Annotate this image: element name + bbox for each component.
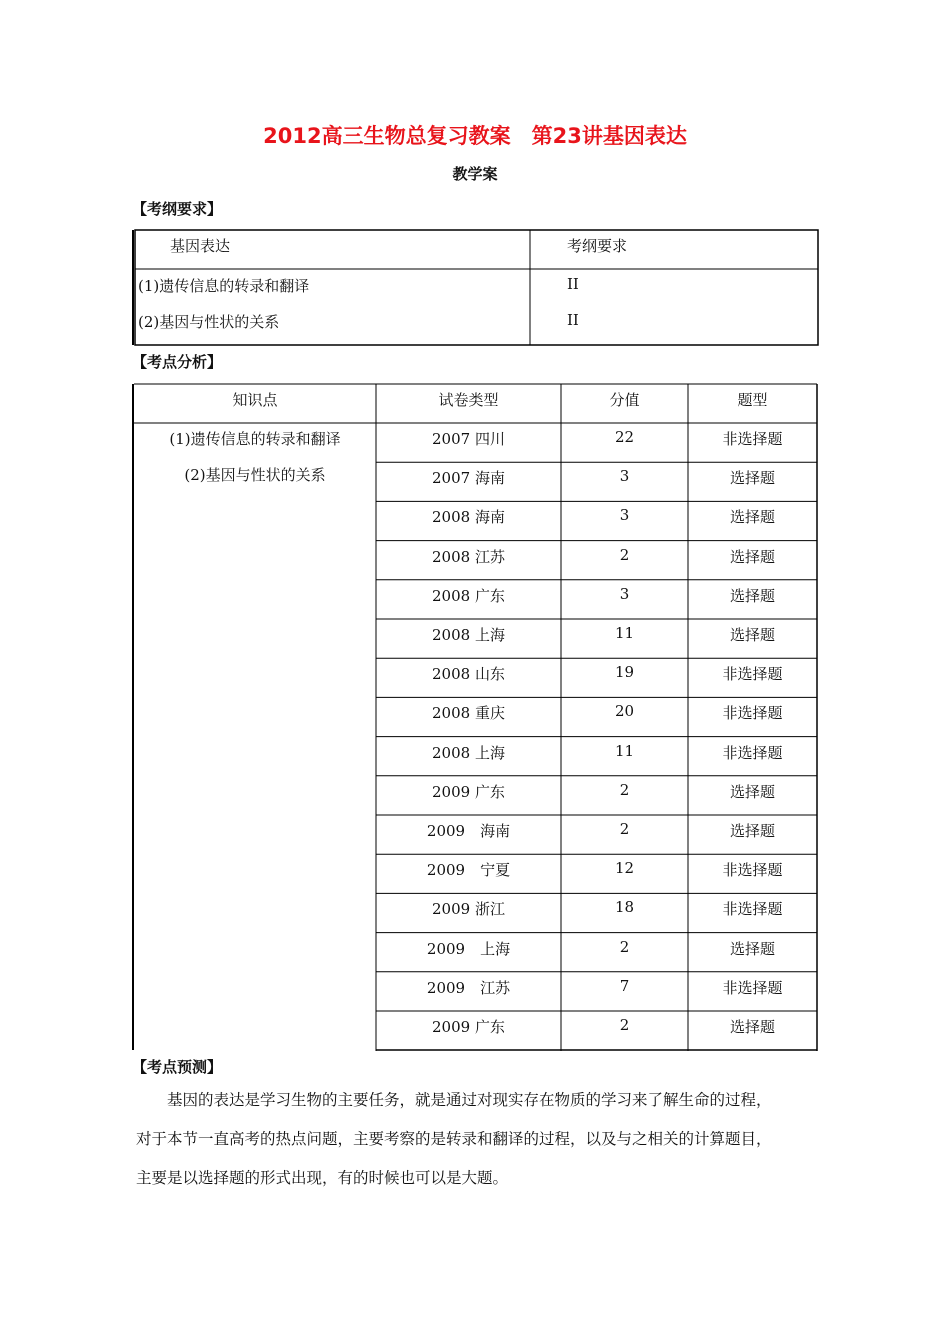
score-cell: 11 xyxy=(614,741,635,760)
question-type-cell: 选择题 xyxy=(729,939,775,958)
question-type-cell: 选择题 xyxy=(729,1018,775,1036)
score-cell: 3 xyxy=(619,506,630,525)
document-title: 2012高三生物总复习教案 第23讲基因表达 xyxy=(263,124,687,148)
paragraph-line: 对于本节一直高考的热点问题，主要考察的是转录和翻译的过程，以及与之相关的计算题目， xyxy=(136,1130,772,1148)
score-cell: 2 xyxy=(619,937,630,956)
score-cell: 19 xyxy=(614,663,635,682)
question-type-cell: 非选择题 xyxy=(722,430,783,448)
exam-paper-cell: 2008 重庆 xyxy=(432,704,505,723)
analysis-header-type: 题型 xyxy=(737,391,768,409)
question-type-cell: 非选择题 xyxy=(722,861,783,880)
exam-paper-cell: 2009 广东 xyxy=(432,782,505,801)
score-cell: 22 xyxy=(614,428,635,446)
score-cell: 3 xyxy=(619,467,630,486)
knowledge-point: (1)遗传信息的转录和翻译 xyxy=(169,430,341,448)
exam-paper-cell: 2008 江苏 xyxy=(432,547,505,566)
question-type-cell: 选择题 xyxy=(729,782,775,801)
question-type-cell: 选择题 xyxy=(729,508,775,527)
question-type-cell: 选择题 xyxy=(729,626,775,644)
exam-paper-cell: 2008 上海 xyxy=(432,743,505,762)
exam-paper-cell: 2008 广东 xyxy=(432,586,505,605)
exam-paper-cell: 2009 海南 xyxy=(426,822,511,840)
score-cell: 20 xyxy=(614,702,635,721)
exam-paper-cell: 2008 山东 xyxy=(432,665,505,684)
score-cell: 7 xyxy=(619,976,630,995)
analysis-header-score: 分值 xyxy=(609,391,640,409)
syllabus-row-topic: (1)遗传信息的转录和翻译 xyxy=(138,277,310,295)
score-cell: 3 xyxy=(619,584,630,603)
prediction-paragraph xyxy=(136,1081,830,1198)
syllabus-header-topic: 基因表达 xyxy=(170,237,231,255)
analysis-header-paper: 试卷类型 xyxy=(438,391,499,409)
exam-paper-cell: 2007 四川 xyxy=(432,430,505,448)
question-type-cell: 非选择题 xyxy=(722,665,783,684)
syllabus-header-requirement: 考纲要求 xyxy=(567,237,628,255)
exam-paper-cell: 2009 浙江 xyxy=(432,900,505,919)
knowledge-point: (2)基因与性状的关系 xyxy=(184,466,326,484)
document-subtitle: 教学案 xyxy=(452,165,498,183)
exam-paper-cell: 2009 上海 xyxy=(426,939,511,958)
score-cell: 2 xyxy=(619,1016,630,1034)
exam-paper-cell: 2008 上海 xyxy=(432,626,505,644)
question-type-cell: 非选择题 xyxy=(722,704,783,723)
score-cell: 2 xyxy=(619,545,630,564)
exam-paper-cell: 2008 海南 xyxy=(432,508,505,527)
exam-paper-cell: 2009 江苏 xyxy=(426,978,511,997)
question-type-cell: 选择题 xyxy=(729,547,775,566)
question-type-cell: 选择题 xyxy=(729,586,775,605)
score-cell: 2 xyxy=(619,780,630,799)
exam-paper-cell: 2009 宁夏 xyxy=(426,861,511,880)
question-type-cell: 非选择题 xyxy=(722,743,783,762)
question-type-cell: 非选择题 xyxy=(722,978,783,997)
question-type-cell: 选择题 xyxy=(729,822,775,840)
syllabus-row-topic: (2)基因与性状的关系 xyxy=(138,313,280,331)
analysis-header-knowledge: 知识点 xyxy=(232,391,278,409)
score-cell: 18 xyxy=(614,898,635,917)
section-heading-analysis: 【考点分析】 xyxy=(132,353,223,371)
score-cell: 2 xyxy=(619,820,630,838)
score-cell: 12 xyxy=(614,859,635,878)
paragraph-line: 主要是以选择题的形式出现，有的时候也可以是大题。 xyxy=(136,1169,509,1187)
exam-paper-cell: 2007 海南 xyxy=(432,469,505,488)
exam-paper-cell: 2009 广东 xyxy=(432,1018,505,1036)
section-heading-syllabus: 【考纲要求】 xyxy=(132,200,223,218)
question-type-cell: 非选择题 xyxy=(722,900,783,919)
score-cell: 11 xyxy=(614,624,635,642)
syllabus-row-level: II xyxy=(567,311,579,329)
question-type-cell: 选择题 xyxy=(729,469,775,488)
section-heading-prediction: 【考点预测】 xyxy=(132,1058,223,1076)
syllabus-row-level: II xyxy=(567,275,579,293)
paragraph-line: 基因的表达是学习生物的主要任务，就是通过对现实存在物质的学习来了解生命的过程， xyxy=(167,1091,772,1109)
